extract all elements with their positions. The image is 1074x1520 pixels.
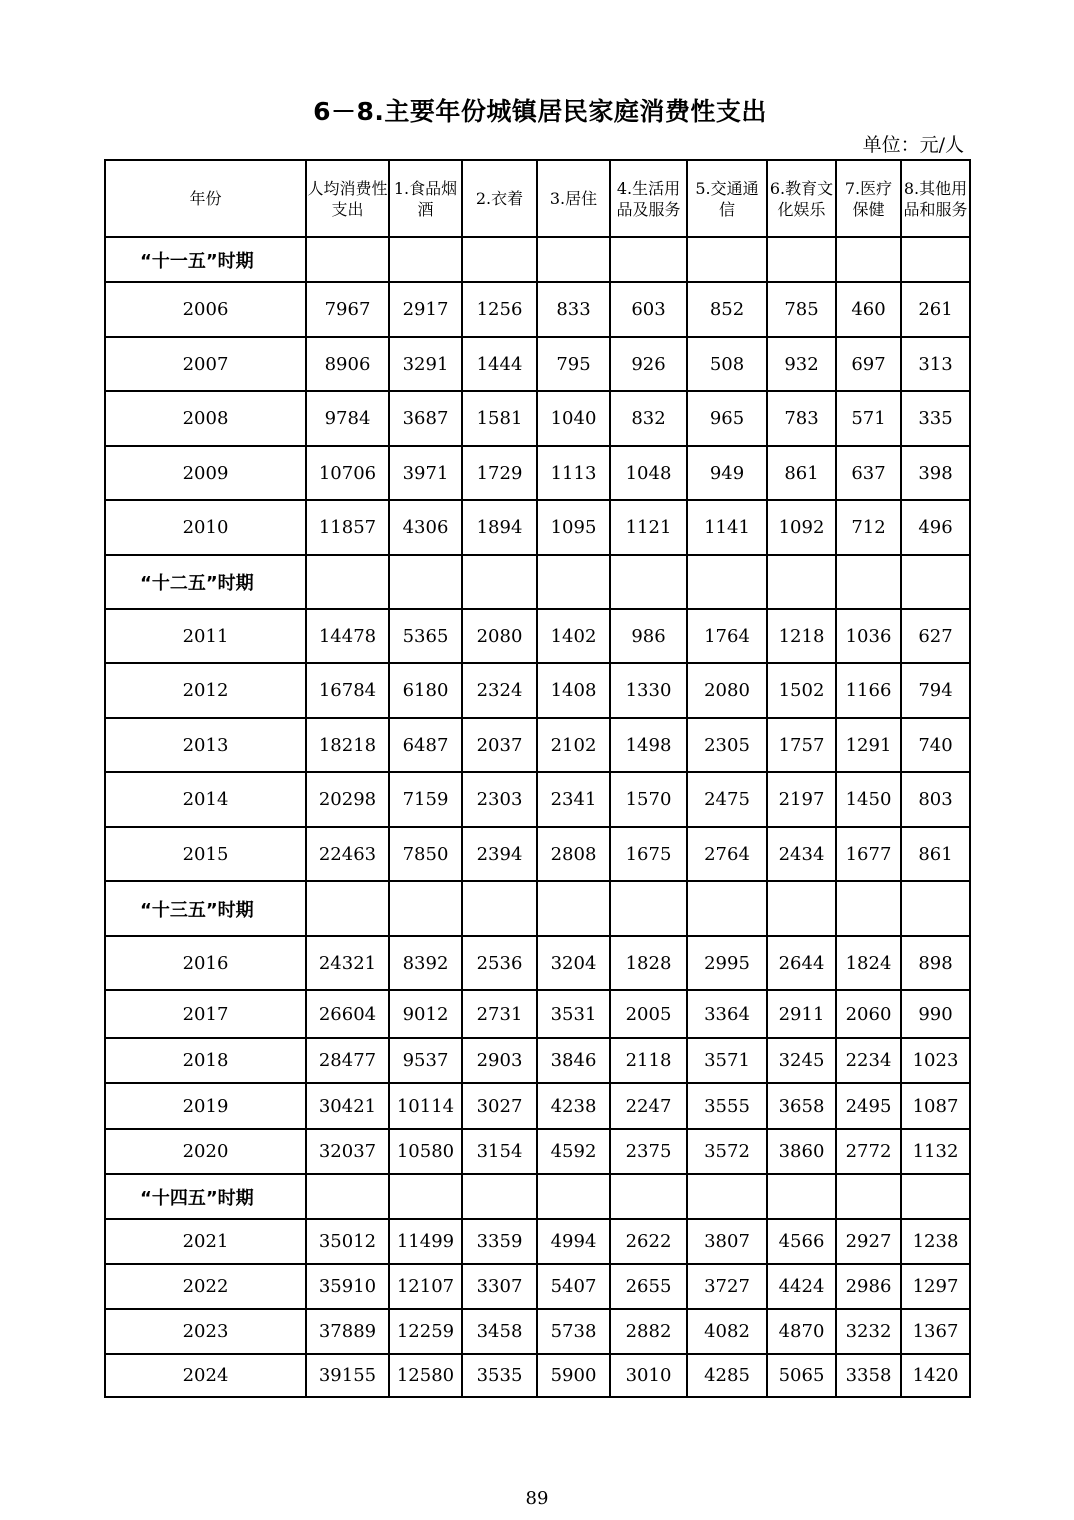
table-row <box>105 500 970 555</box>
value-cell: 5738 <box>537 1309 610 1354</box>
period-row <box>105 881 970 936</box>
value-cell: 1048 <box>610 446 687 500</box>
col-header-medical: 7.医疗保健 <box>836 160 901 237</box>
value-cell: 1675 <box>610 827 687 881</box>
value-cell: 1218 <box>767 609 836 663</box>
empty-cell <box>389 555 462 609</box>
col-header-food: 1.食品烟酒 <box>389 160 462 237</box>
header-row <box>105 160 970 237</box>
value-cell: 2080 <box>687 663 767 718</box>
value-cell: 2995 <box>687 936 767 990</box>
empty-cell <box>389 1174 462 1219</box>
value-cell: 4306 <box>389 500 462 555</box>
col-header-other: 8.其他用品和服务 <box>901 160 970 237</box>
table-row <box>105 337 970 391</box>
value-cell: 697 <box>836 337 901 391</box>
value-cell: 12259 <box>389 1309 462 1354</box>
empty-cell <box>610 881 687 936</box>
value-cell: 24321 <box>306 936 389 990</box>
value-cell: 4994 <box>537 1219 610 1264</box>
value-cell: 2731 <box>462 990 537 1038</box>
value-cell: 2772 <box>836 1129 901 1174</box>
value-cell: 9537 <box>389 1038 462 1083</box>
value-cell: 861 <box>767 446 836 500</box>
value-cell: 7159 <box>389 772 462 827</box>
value-cell: 785 <box>767 282 836 337</box>
value-cell: 335 <box>901 391 970 446</box>
table-row <box>105 1038 970 1083</box>
value-cell: 794 <box>901 663 970 718</box>
value-cell: 1828 <box>610 936 687 990</box>
value-cell: 5365 <box>389 609 462 663</box>
empty-cell <box>687 555 767 609</box>
value-cell: 35012 <box>306 1219 389 1264</box>
value-cell: 2247 <box>610 1083 687 1129</box>
value-cell: 1444 <box>462 337 537 391</box>
value-cell: 16784 <box>306 663 389 718</box>
empty-cell <box>610 237 687 282</box>
value-cell: 3535 <box>462 1354 537 1397</box>
value-cell: 1677 <box>836 827 901 881</box>
empty-cell <box>537 1174 610 1219</box>
value-cell: 2197 <box>767 772 836 827</box>
table-row <box>105 1083 970 1129</box>
value-cell: 3204 <box>537 936 610 990</box>
value-cell: 990 <box>901 990 970 1038</box>
value-cell: 1238 <box>901 1219 970 1264</box>
empty-cell <box>767 1174 836 1219</box>
value-cell: 833 <box>537 282 610 337</box>
year-cell: 2018 <box>105 1038 306 1083</box>
value-cell: 3458 <box>462 1309 537 1354</box>
unit-label: 单位：元/人 <box>862 134 964 156</box>
value-cell: 3571 <box>687 1038 767 1083</box>
table-row <box>105 609 970 663</box>
value-cell: 14478 <box>306 609 389 663</box>
year-cell: 2019 <box>105 1083 306 1129</box>
col-header-household: 4.生活用品及服务 <box>610 160 687 237</box>
page-title: 6－8.主要年份城镇居民家庭消费性支出 <box>313 97 767 126</box>
value-cell: 832 <box>610 391 687 446</box>
value-cell: 3687 <box>389 391 462 446</box>
value-cell: 261 <box>901 282 970 337</box>
empty-cell <box>767 881 836 936</box>
value-cell: 926 <box>610 337 687 391</box>
year-cell: 2021 <box>105 1219 306 1264</box>
value-cell: 2986 <box>836 1264 901 1309</box>
value-cell: 20298 <box>306 772 389 827</box>
value-cell: 10114 <box>389 1083 462 1129</box>
empty-cell <box>306 237 389 282</box>
value-cell: 9012 <box>389 990 462 1038</box>
empty-cell <box>610 1174 687 1219</box>
value-cell: 4870 <box>767 1309 836 1354</box>
table-row <box>105 391 970 446</box>
value-cell: 2118 <box>610 1038 687 1083</box>
year-cell: 2011 <box>105 609 306 663</box>
value-cell: 6487 <box>389 718 462 772</box>
value-cell: 5065 <box>767 1354 836 1397</box>
value-cell: 10580 <box>389 1129 462 1174</box>
value-cell: 12107 <box>389 1264 462 1309</box>
value-cell: 2102 <box>537 718 610 772</box>
table-row <box>105 1264 970 1309</box>
value-cell: 2375 <box>610 1129 687 1174</box>
value-cell: 8906 <box>306 337 389 391</box>
value-cell: 7967 <box>306 282 389 337</box>
value-cell: 3154 <box>462 1129 537 1174</box>
value-cell: 1894 <box>462 500 537 555</box>
value-cell: 1450 <box>836 772 901 827</box>
year-cell: 2008 <box>105 391 306 446</box>
period-label: “十一五”时期 <box>105 237 306 282</box>
value-cell: 2341 <box>537 772 610 827</box>
value-cell: 1729 <box>462 446 537 500</box>
value-cell: 2644 <box>767 936 836 990</box>
value-cell: 4285 <box>687 1354 767 1397</box>
value-cell: 2808 <box>537 827 610 881</box>
period-label: “十四五”时期 <box>105 1174 306 1219</box>
empty-cell <box>901 1174 970 1219</box>
table-row <box>105 718 970 772</box>
value-cell: 2080 <box>462 609 537 663</box>
value-cell: 1408 <box>537 663 610 718</box>
value-cell: 3358 <box>836 1354 901 1397</box>
empty-cell <box>901 555 970 609</box>
value-cell: 803 <box>901 772 970 827</box>
table-row <box>105 990 970 1038</box>
value-cell: 2005 <box>610 990 687 1038</box>
empty-cell <box>389 881 462 936</box>
value-cell: 5407 <box>537 1264 610 1309</box>
value-cell: 12580 <box>389 1354 462 1397</box>
empty-cell <box>462 555 537 609</box>
col-header-education: 6.教育文化娱乐 <box>767 160 836 237</box>
table-row <box>105 1354 970 1397</box>
value-cell: 1023 <box>901 1038 970 1083</box>
year-cell: 2024 <box>105 1354 306 1397</box>
value-cell: 6180 <box>389 663 462 718</box>
value-cell: 1570 <box>610 772 687 827</box>
col-header-total: 人均消费性支出 <box>306 160 389 237</box>
value-cell: 965 <box>687 391 767 446</box>
value-cell: 3245 <box>767 1038 836 1083</box>
year-cell: 2023 <box>105 1309 306 1354</box>
period-label: “十三五”时期 <box>105 881 306 936</box>
value-cell: 1764 <box>687 609 767 663</box>
value-cell: 898 <box>901 936 970 990</box>
value-cell: 1581 <box>462 391 537 446</box>
value-cell: 1121 <box>610 500 687 555</box>
value-cell: 2475 <box>687 772 767 827</box>
year-cell: 2016 <box>105 936 306 990</box>
value-cell: 9784 <box>306 391 389 446</box>
value-cell: 7850 <box>389 827 462 881</box>
value-cell: 5900 <box>537 1354 610 1397</box>
value-cell: 1040 <box>537 391 610 446</box>
year-cell: 2020 <box>105 1129 306 1174</box>
year-cell: 2022 <box>105 1264 306 1309</box>
empty-cell <box>901 237 970 282</box>
period-row <box>105 237 970 282</box>
table-row <box>105 446 970 500</box>
col-header-year: 年份 <box>105 160 306 237</box>
year-cell: 2009 <box>105 446 306 500</box>
value-cell: 2495 <box>836 1083 901 1129</box>
year-cell: 2015 <box>105 827 306 881</box>
period-row <box>105 1174 970 1219</box>
value-cell: 1256 <box>462 282 537 337</box>
value-cell: 1824 <box>836 936 901 990</box>
value-cell: 3971 <box>389 446 462 500</box>
value-cell: 2234 <box>836 1038 901 1083</box>
value-cell: 627 <box>901 609 970 663</box>
value-cell: 783 <box>767 391 836 446</box>
empty-cell <box>610 555 687 609</box>
value-cell: 3860 <box>767 1129 836 1174</box>
table-row <box>105 772 970 827</box>
value-cell: 1330 <box>610 663 687 718</box>
value-cell: 30421 <box>306 1083 389 1129</box>
value-cell: 4082 <box>687 1309 767 1354</box>
table-row <box>105 1129 970 1174</box>
value-cell: 39155 <box>306 1354 389 1397</box>
value-cell: 11499 <box>389 1219 462 1264</box>
value-cell: 3807 <box>687 1219 767 1264</box>
value-cell: 22463 <box>306 827 389 881</box>
value-cell: 740 <box>901 718 970 772</box>
value-cell: 1087 <box>901 1083 970 1129</box>
value-cell: 986 <box>610 609 687 663</box>
empty-cell <box>462 881 537 936</box>
value-cell: 571 <box>836 391 901 446</box>
value-cell: 32037 <box>306 1129 389 1174</box>
value-cell: 4238 <box>537 1083 610 1129</box>
value-cell: 1498 <box>610 718 687 772</box>
year-cell: 2012 <box>105 663 306 718</box>
value-cell: 1132 <box>901 1129 970 1174</box>
value-cell: 1297 <box>901 1264 970 1309</box>
value-cell: 2394 <box>462 827 537 881</box>
value-cell: 3364 <box>687 990 767 1038</box>
empty-cell <box>836 237 901 282</box>
value-cell: 8392 <box>389 936 462 990</box>
value-cell: 3291 <box>389 337 462 391</box>
value-cell: 35910 <box>306 1264 389 1309</box>
value-cell: 1113 <box>537 446 610 500</box>
value-cell: 2303 <box>462 772 537 827</box>
table-row <box>105 827 970 881</box>
empty-cell <box>462 1174 537 1219</box>
value-cell: 2903 <box>462 1038 537 1083</box>
value-cell: 2911 <box>767 990 836 1038</box>
value-cell: 1141 <box>687 500 767 555</box>
value-cell: 852 <box>687 282 767 337</box>
empty-cell <box>901 881 970 936</box>
empty-cell <box>306 881 389 936</box>
value-cell: 603 <box>610 282 687 337</box>
value-cell: 2917 <box>389 282 462 337</box>
value-cell: 398 <box>901 446 970 500</box>
year-cell: 2013 <box>105 718 306 772</box>
value-cell: 2324 <box>462 663 537 718</box>
empty-cell <box>462 237 537 282</box>
empty-cell <box>306 1174 389 1219</box>
period-row <box>105 555 970 609</box>
value-cell: 949 <box>687 446 767 500</box>
value-cell: 313 <box>901 337 970 391</box>
value-cell: 1502 <box>767 663 836 718</box>
value-cell: 2037 <box>462 718 537 772</box>
value-cell: 3846 <box>537 1038 610 1083</box>
value-cell: 861 <box>901 827 970 881</box>
empty-cell <box>389 237 462 282</box>
value-cell: 11857 <box>306 500 389 555</box>
empty-cell <box>767 555 836 609</box>
value-cell: 1367 <box>901 1309 970 1354</box>
table-row <box>105 936 970 990</box>
value-cell: 2305 <box>687 718 767 772</box>
col-header-housing: 3.居住 <box>537 160 610 237</box>
empty-cell <box>836 555 901 609</box>
empty-cell <box>687 1174 767 1219</box>
value-cell: 3307 <box>462 1264 537 1309</box>
value-cell: 3572 <box>687 1129 767 1174</box>
year-cell: 2014 <box>105 772 306 827</box>
value-cell: 2927 <box>836 1219 901 1264</box>
value-cell: 1092 <box>767 500 836 555</box>
value-cell: 932 <box>767 337 836 391</box>
value-cell: 460 <box>836 282 901 337</box>
value-cell: 3359 <box>462 1219 537 1264</box>
empty-cell <box>537 881 610 936</box>
value-cell: 2622 <box>610 1219 687 1264</box>
value-cell: 4592 <box>537 1129 610 1174</box>
value-cell: 1166 <box>836 663 901 718</box>
year-cell: 2010 <box>105 500 306 555</box>
value-cell: 508 <box>687 337 767 391</box>
value-cell: 3027 <box>462 1083 537 1129</box>
consumption-table <box>104 159 971 1398</box>
value-cell: 3555 <box>687 1083 767 1129</box>
table-row <box>105 1219 970 1264</box>
table-row <box>105 282 970 337</box>
empty-cell <box>767 237 836 282</box>
table-body <box>105 237 970 1397</box>
value-cell: 1420 <box>901 1354 970 1397</box>
table-row <box>105 1309 970 1354</box>
value-cell: 2882 <box>610 1309 687 1354</box>
empty-cell <box>306 555 389 609</box>
value-cell: 3232 <box>836 1309 901 1354</box>
empty-cell <box>537 555 610 609</box>
value-cell: 1402 <box>537 609 610 663</box>
empty-cell <box>836 1174 901 1219</box>
col-header-clothing: 2.衣着 <box>462 160 537 237</box>
value-cell: 28477 <box>306 1038 389 1083</box>
value-cell: 1291 <box>836 718 901 772</box>
period-label: “十二五”时期 <box>105 555 306 609</box>
value-cell: 3658 <box>767 1083 836 1129</box>
value-cell: 2655 <box>610 1264 687 1309</box>
year-cell: 2006 <box>105 282 306 337</box>
empty-cell <box>537 237 610 282</box>
value-cell: 637 <box>836 446 901 500</box>
value-cell: 2764 <box>687 827 767 881</box>
value-cell: 3531 <box>537 990 610 1038</box>
value-cell: 496 <box>901 500 970 555</box>
value-cell: 2060 <box>836 990 901 1038</box>
value-cell: 18218 <box>306 718 389 772</box>
empty-cell <box>687 237 767 282</box>
empty-cell <box>836 881 901 936</box>
empty-cell <box>687 881 767 936</box>
page-number: 89 <box>525 1488 549 1509</box>
value-cell: 26604 <box>306 990 389 1038</box>
value-cell: 3727 <box>687 1264 767 1309</box>
table-row <box>105 663 970 718</box>
value-cell: 2536 <box>462 936 537 990</box>
year-cell: 2007 <box>105 337 306 391</box>
value-cell: 4566 <box>767 1219 836 1264</box>
value-cell: 1757 <box>767 718 836 772</box>
col-header-transport: 5.交通通信 <box>687 160 767 237</box>
value-cell: 712 <box>836 500 901 555</box>
value-cell: 37889 <box>306 1309 389 1354</box>
year-cell: 2017 <box>105 990 306 1038</box>
value-cell: 10706 <box>306 446 389 500</box>
value-cell: 2434 <box>767 827 836 881</box>
value-cell: 1036 <box>836 609 901 663</box>
value-cell: 1095 <box>537 500 610 555</box>
value-cell: 3010 <box>610 1354 687 1397</box>
value-cell: 4424 <box>767 1264 836 1309</box>
value-cell: 795 <box>537 337 610 391</box>
